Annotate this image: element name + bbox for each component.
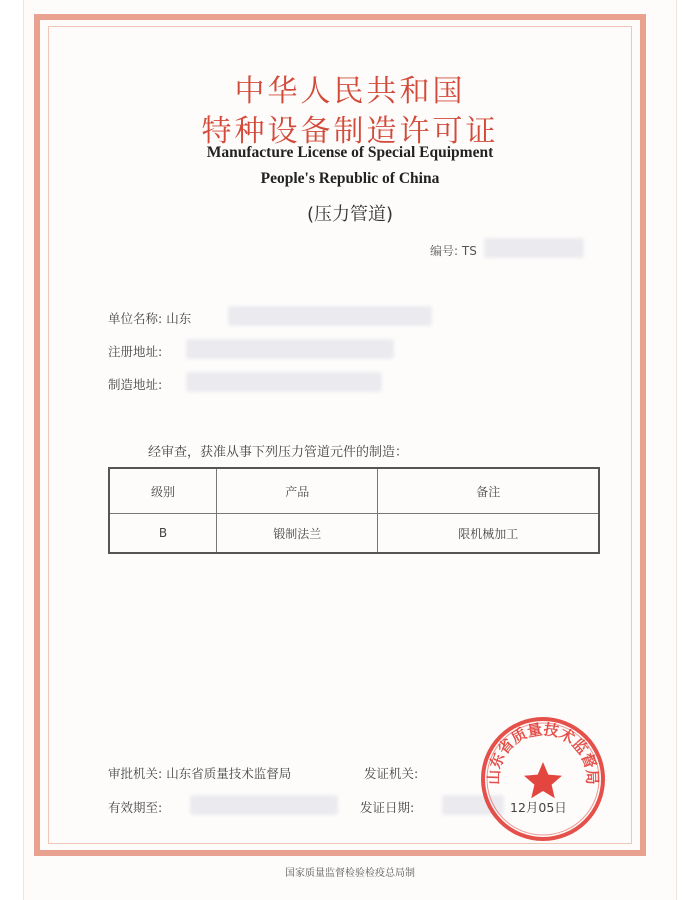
title-license-en: Manufacture License of Special Equipment [206,144,494,161]
unit-name-value: 山东 [166,311,192,326]
registered-address-redacted [186,339,394,359]
unit-name-label: 单位名称: [108,311,163,326]
bottom-issuer-text: 国家质量监督检验检疫总局制 [285,868,415,879]
issue-date-label: 发证日期: [360,800,415,815]
license-scope-table [108,467,600,554]
issuing-authority-label: 发证机关: [364,766,419,781]
issue-date-value: 12月05日 [510,800,567,815]
manufacturing-address-label: 制造地址: [108,377,163,392]
unit-name-redacted [228,306,432,326]
header-level: 级别 [109,468,217,514]
serial-number-label: 编号: TS [430,244,477,258]
table-header-row [109,468,599,514]
cell-level: B [109,514,217,554]
cell-product: 锻制法兰 [217,514,378,554]
approval-authority-row [108,764,291,782]
validity-label: 有效期至: [108,800,163,815]
serial-number-redacted [484,238,584,258]
approval-authority-value: 山东省质量技术监督局 [166,766,292,781]
validity-date-redacted [190,795,338,815]
approval-authority-label: 审批机关: [108,766,163,781]
seal-text: 山东省质量技术监督局 [484,720,602,785]
title-country-cn: 中华人民共和国 [234,74,466,109]
title-license-cn: 特种设备制造许可证 [201,114,499,149]
license-category: (压力管道) [306,204,394,225]
header-product: 产品 [217,468,378,514]
registered-address-label: 注册地址: [108,344,163,359]
cell-remarks: 限机械加工 [378,514,599,554]
table-row [109,514,599,554]
official-seal-stamp [478,714,608,844]
manufacturing-address-redacted [186,372,382,392]
header-remarks: 备注 [378,468,599,514]
approval-intro-text: 经审查，获准从事下列压力管道元件的制造： [148,445,409,460]
title-country-en: People's Republic of China [260,170,440,187]
unit-name-row [108,309,191,327]
star-icon [524,762,562,798]
